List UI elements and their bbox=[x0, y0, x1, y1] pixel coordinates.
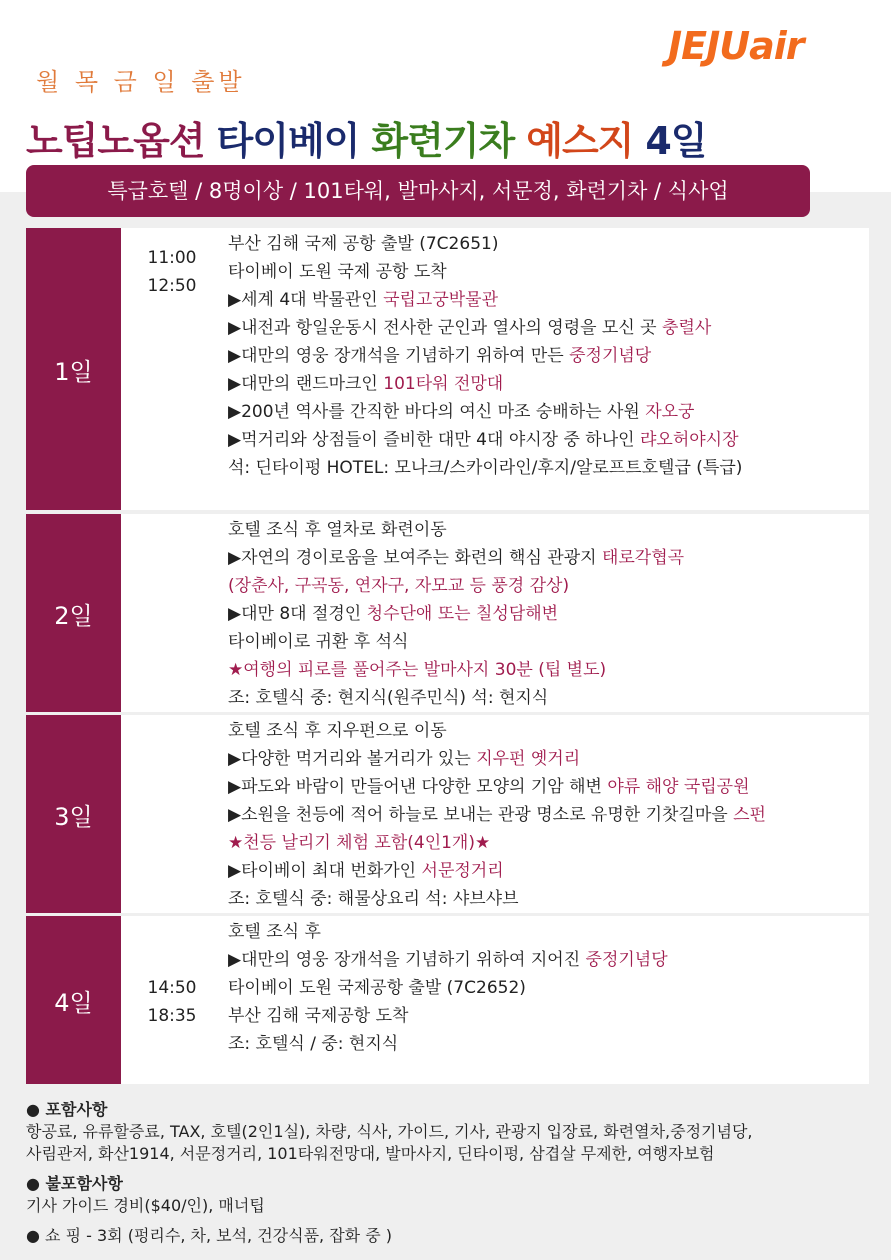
schedule-line bbox=[228, 684, 868, 712]
flight-time: 14:50 bbox=[147, 978, 197, 998]
schedule-line bbox=[228, 516, 868, 544]
schedule-text: ▶파도와 바람이 만들어낸 다양한 모양의 기암 해변 bbox=[228, 777, 608, 797]
itinerary-row bbox=[26, 916, 869, 1084]
schedule-text: ▶내전과 항일운동시 전사한 군인과 열사의 영령을 모신 곳 bbox=[228, 318, 663, 338]
itinerary-row bbox=[26, 514, 869, 712]
schedule-text: ▶타이베이 최대 번화가인 bbox=[228, 861, 422, 881]
included-text bbox=[26, 1121, 866, 1143]
flight-time: 11:00 bbox=[147, 248, 197, 268]
schedule-text: 호텔 조식 후 bbox=[228, 922, 321, 942]
schedule-line bbox=[228, 454, 868, 482]
schedule-text: 부산 김해 국제공항 도착 bbox=[228, 1006, 409, 1026]
schedule-text: 타이베이로 귀환 후 석식 bbox=[228, 632, 409, 652]
schedule-highlight: 국립고궁박물관 bbox=[383, 290, 499, 310]
schedule-highlight: 스펀 bbox=[733, 805, 766, 825]
title-part-taipei: 타이베이 bbox=[216, 119, 360, 163]
schedule-highlight: 청수단애 또는 칠성담해변 bbox=[366, 604, 559, 624]
included-main: 항공료, 유류할증료, TAX, 호텔(2인1실), 차량, 식사, 가이드, 기사, 관광지 입장료, 화련열차, bbox=[26, 1122, 671, 1141]
schedule-text: ▶소원을 천등에 적어 하늘로 보내는 관광 명소로 유명한 기찻길마을 bbox=[228, 805, 734, 825]
day-label: 3일 bbox=[26, 715, 121, 913]
schedule-line bbox=[228, 628, 868, 656]
title-part-yesji: 예스지 bbox=[526, 119, 634, 163]
schedule-line bbox=[228, 1002, 868, 1030]
schedule-line bbox=[228, 398, 868, 426]
included-title: ● 포함사항 bbox=[26, 1100, 108, 1119]
schedule-text: 부산 김해 국제 공항 출발 (7C2651) bbox=[228, 234, 499, 254]
schedule-text: ▶세계 4대 박물관인 bbox=[228, 290, 384, 310]
schedule-text: ▶자연의 경이로움을 보여주는 화련의 핵심 관광지 bbox=[228, 548, 602, 568]
title-part-train: 화련기차 bbox=[371, 119, 515, 163]
itinerary-row bbox=[26, 715, 869, 913]
schedule-line bbox=[228, 572, 868, 600]
schedule-line bbox=[228, 656, 868, 684]
schedule-text: 조: 호텔식 / 중: 현지식 bbox=[228, 1034, 399, 1054]
schedule-highlight: 야류 해양 국립공원 bbox=[607, 777, 750, 797]
schedule-lines bbox=[228, 918, 868, 1058]
schedule-highlight: 자오궁 bbox=[645, 402, 695, 422]
schedule-highlight: 101타워 전망대 bbox=[383, 374, 504, 394]
schedule-text: ▶대만의 영웅 장개석을 기념하기 위하여 만든 bbox=[228, 346, 570, 366]
feature-banner: 특급호텔 / 8명이상 / 101타워, 발마사지, 서문정, 화련기차 / 식사업 bbox=[26, 165, 810, 217]
schedule-highlight: ★천등 날리기 체험 포함(4인1개)★ bbox=[228, 833, 491, 853]
schedule-lines bbox=[228, 717, 868, 913]
schedule-line bbox=[228, 801, 868, 829]
schedule-line bbox=[228, 745, 868, 773]
excluded-title: ● 불포함사항 bbox=[26, 1174, 123, 1193]
flight-time: 12:50 bbox=[147, 276, 197, 296]
title-part-days: 4일 bbox=[645, 119, 707, 163]
schedule-text: ▶대만 8대 절경인 bbox=[228, 604, 367, 624]
schedule-highlight: 서문정거리 bbox=[421, 861, 504, 881]
schedule-line bbox=[228, 885, 868, 913]
flight-times bbox=[132, 244, 212, 300]
schedule-highlight: 태로각협곡 bbox=[601, 548, 685, 568]
schedule-line bbox=[228, 600, 868, 628]
schedule-line bbox=[228, 230, 868, 258]
schedule-text: 조: 호텔식 중: 현지식(원주민식) 석: 현지식 bbox=[228, 688, 549, 708]
schedule-line bbox=[228, 946, 868, 974]
schedule-highlight: (장춘사, 구곡동, 연자구, 자모교 등 풍경 감상) bbox=[228, 576, 570, 596]
schedule-line bbox=[228, 370, 868, 398]
schedule-text: 호텔 조식 후 열차로 화련이동 bbox=[228, 520, 447, 540]
page-title bbox=[26, 110, 719, 165]
schedule-lines bbox=[228, 230, 868, 482]
schedule-text: 조: 호텔식 중: 해물상요리 석: 샤브샤브 bbox=[228, 889, 519, 909]
schedule-line bbox=[228, 544, 868, 572]
shopping-info: ● 쇼 핑 - 3회 (펑리수, 차, 보석, 건강식품, 잡화 중 ) bbox=[26, 1226, 392, 1245]
schedule-line bbox=[228, 918, 868, 946]
day-label: 4일 bbox=[26, 916, 121, 1084]
included-extra: 중정기념당, bbox=[670, 1122, 753, 1141]
schedule-line bbox=[228, 342, 868, 370]
departure-days: 월 목 금 일 출발 bbox=[36, 68, 246, 96]
schedule-text: 석: 딘타이펑 HOTEL: 모나크/스카이라인/후지/알로프트호텔급 (특급) bbox=[228, 458, 743, 478]
schedule-line bbox=[228, 974, 868, 1002]
schedule-text: ▶다양한 먹거리와 볼거리가 있는 bbox=[228, 749, 477, 769]
included-text-line2: 사림관저, 화산1914, 서문정거리, 101타워전망대, 발마사지, 딘타이펑, 삼겹살 무제한, 여행자보험 bbox=[26, 1144, 715, 1163]
jejuair-logo: JEJUair bbox=[668, 24, 804, 68]
schedule-highlight: 지우펀 옛거리 bbox=[476, 749, 581, 769]
schedule-text: 타이베이 도원 국제공항 출발 (7C2652) bbox=[228, 978, 526, 998]
schedule-highlight: ★여행의 피로를 풀어주는 발마사지 30분 (팁 별도) bbox=[228, 660, 607, 680]
flight-times bbox=[132, 974, 212, 1030]
schedule-text: ▶먹거리와 상점들이 즐비한 대만 4대 야시장 중 하나인 bbox=[228, 430, 640, 450]
schedule-line bbox=[228, 286, 868, 314]
schedule-text: ▶200년 역사를 간직한 바다의 여신 마조 숭배하는 사원 bbox=[228, 402, 646, 422]
flight-time: 18:35 bbox=[147, 1006, 197, 1026]
notes-section bbox=[26, 1095, 866, 1247]
schedule-highlight: 중정기념당 bbox=[585, 950, 668, 970]
schedule-line bbox=[228, 773, 868, 801]
schedule-line bbox=[228, 314, 868, 342]
schedule-line bbox=[228, 857, 868, 885]
schedule-line bbox=[228, 717, 868, 745]
excluded-text: 기사 가이드 경비($40/인), 매너팁 bbox=[26, 1196, 265, 1215]
schedule-text: ▶대만의 랜드마크인 bbox=[228, 374, 384, 394]
schedule-text: ▶대만의 영웅 장개석을 기념하기 위하여 지어진 bbox=[228, 950, 586, 970]
schedule-line bbox=[228, 426, 868, 454]
schedule-lines bbox=[228, 516, 868, 712]
schedule-highlight: 충렬사 bbox=[662, 318, 712, 338]
schedule-highlight: 랴오허야시장 bbox=[639, 430, 739, 450]
title-part-notip: 노팁노옵션 bbox=[26, 119, 205, 163]
day-label: 2일 bbox=[26, 514, 121, 712]
schedule-highlight: 중정기념당 bbox=[569, 346, 652, 366]
schedule-line bbox=[228, 1030, 868, 1058]
schedule-text: 호텔 조식 후 지우펀으로 이동 bbox=[228, 721, 447, 741]
schedule-line bbox=[228, 258, 868, 286]
schedule-line bbox=[228, 829, 868, 857]
day-label: 1일 bbox=[26, 228, 121, 510]
itinerary-row bbox=[26, 228, 869, 510]
schedule-text: 타이베이 도원 국제 공항 도착 bbox=[228, 262, 447, 282]
